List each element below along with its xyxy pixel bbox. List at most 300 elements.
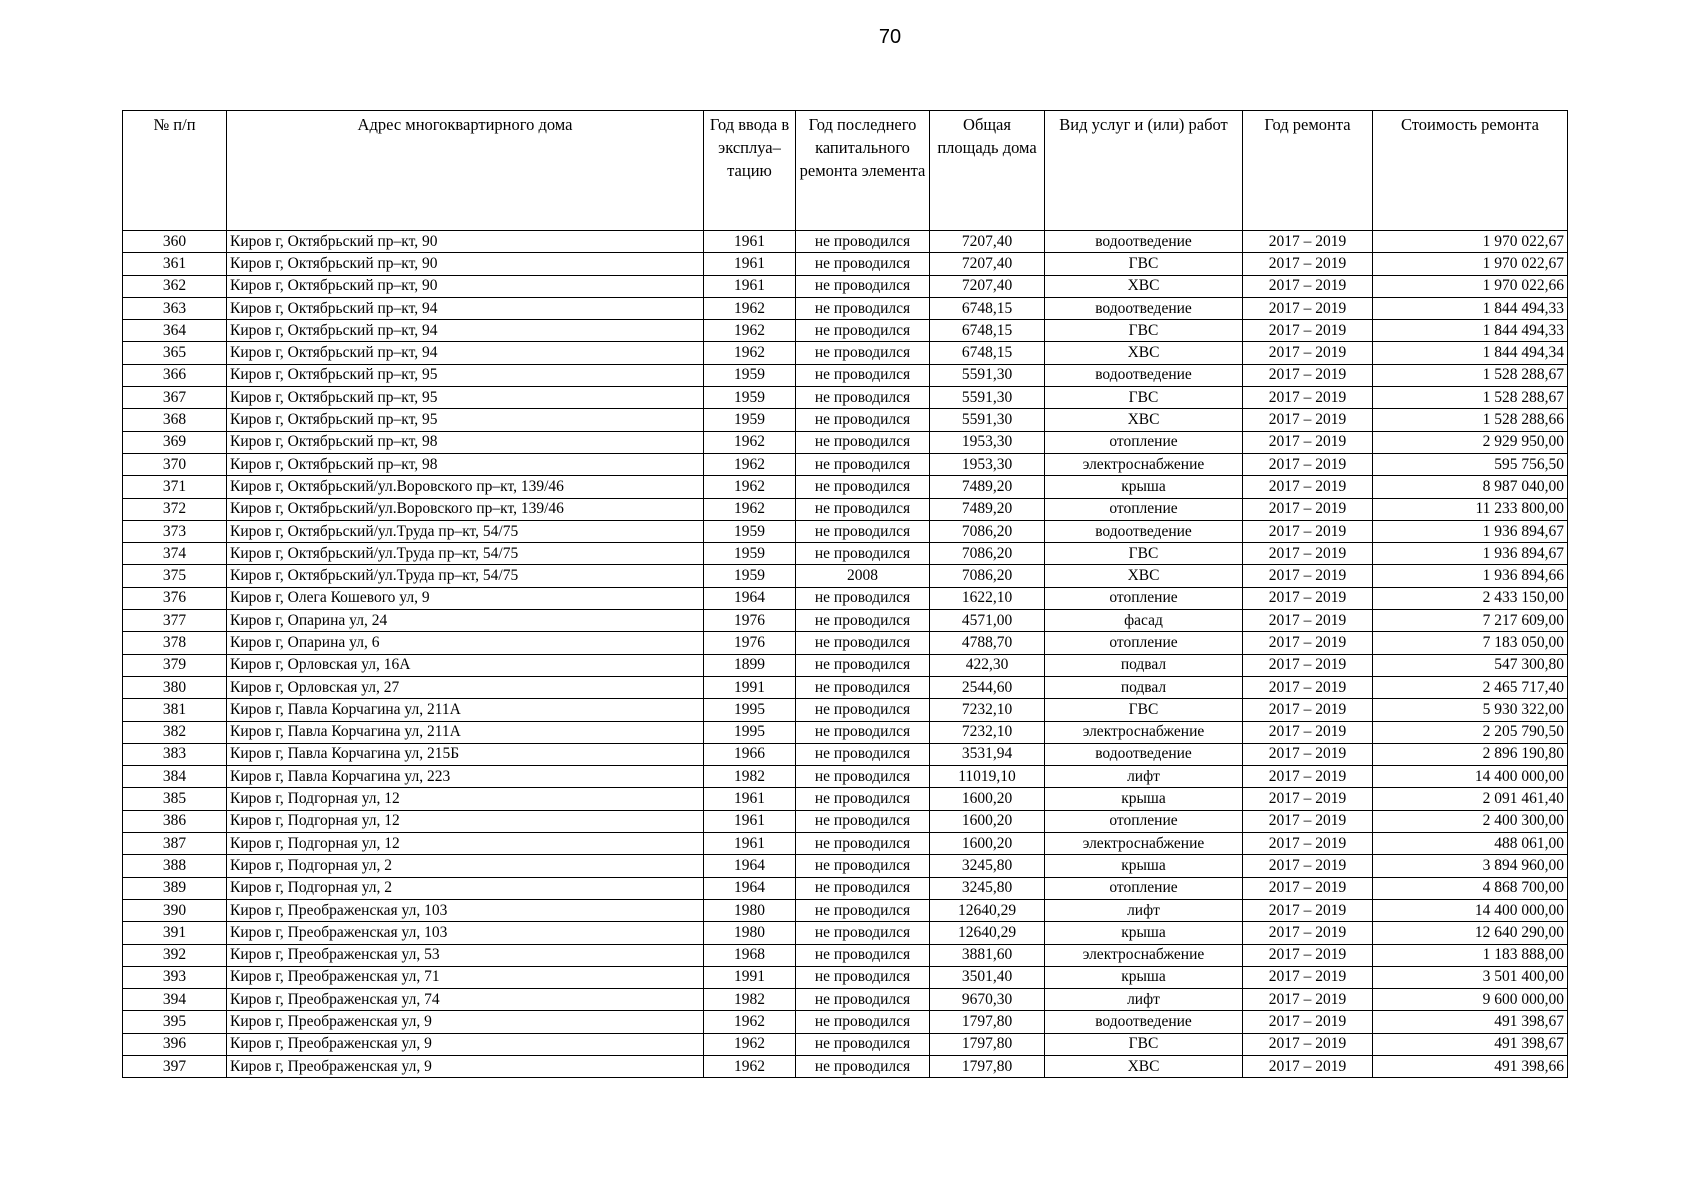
table-row	[123, 1033, 1568, 1055]
cell-last-repair: не проводился	[796, 877, 930, 899]
cell-last-repair: не проводился	[796, 520, 930, 542]
cell-cost: 1 528 288,66	[1373, 409, 1568, 431]
table-row	[123, 453, 1568, 475]
cell-area: 7232,10	[930, 699, 1045, 721]
cell-year-built: 1962	[704, 342, 796, 364]
table-row	[123, 409, 1568, 431]
cell-repair-years: 2017 – 2019	[1243, 275, 1373, 297]
cell-service: лифт	[1045, 989, 1243, 1011]
cell-service: фасад	[1045, 610, 1243, 632]
cell-num: 365	[123, 342, 227, 364]
cell-service: ГВС	[1045, 543, 1243, 565]
cell-cost: 12 640 290,00	[1373, 922, 1568, 944]
cell-last-repair: не проводился	[796, 721, 930, 743]
cell-year-built: 1962	[704, 498, 796, 520]
cell-area: 7086,20	[930, 543, 1045, 565]
cell-last-repair: не проводился	[796, 743, 930, 765]
cell-last-repair: не проводился	[796, 766, 930, 788]
table-row	[123, 833, 1568, 855]
cell-repair-years: 2017 – 2019	[1243, 676, 1373, 698]
cell-cost: 1 970 022,66	[1373, 275, 1568, 297]
table-row	[123, 320, 1568, 342]
repair-registry-table	[122, 110, 1568, 1078]
cell-service: отопление	[1045, 431, 1243, 453]
cell-service: крыша	[1045, 966, 1243, 988]
cell-area: 7086,20	[930, 520, 1045, 542]
cell-last-repair: не проводился	[796, 899, 930, 921]
cell-last-repair: не проводился	[796, 253, 930, 275]
cell-address: Киров г, Преображенская ул, 53	[227, 944, 704, 966]
cell-service: ГВС	[1045, 320, 1243, 342]
cell-num: 393	[123, 966, 227, 988]
cell-year-built: 1962	[704, 1033, 796, 1055]
cell-cost: 1 844 494,33	[1373, 320, 1568, 342]
cell-num: 374	[123, 543, 227, 565]
cell-num: 361	[123, 253, 227, 275]
cell-cost: 488 061,00	[1373, 833, 1568, 855]
table-row	[123, 699, 1568, 721]
cell-address: Киров г, Подгорная ул, 2	[227, 855, 704, 877]
cell-num: 381	[123, 699, 227, 721]
cell-num: 392	[123, 944, 227, 966]
cell-area: 422,30	[930, 654, 1045, 676]
cell-repair-years: 2017 – 2019	[1243, 320, 1373, 342]
cell-num: 388	[123, 855, 227, 877]
cell-cost: 491 398,66	[1373, 1055, 1568, 1077]
cell-last-repair: не проводился	[796, 966, 930, 988]
cell-address: Киров г, Октябрьский пр–кт, 98	[227, 453, 704, 475]
cell-cost: 3 501 400,00	[1373, 966, 1568, 988]
cell-cost: 2 205 790,50	[1373, 721, 1568, 743]
cell-last-repair: не проводился	[796, 989, 930, 1011]
cell-area: 4571,00	[930, 610, 1045, 632]
cell-address: Киров г, Преображенская ул, 71	[227, 966, 704, 988]
table-row	[123, 565, 1568, 587]
table-row	[123, 743, 1568, 765]
cell-service: крыша	[1045, 922, 1243, 944]
header-service: Вид услуг и (или) работ	[1045, 111, 1243, 231]
cell-area: 1953,30	[930, 431, 1045, 453]
cell-num: 375	[123, 565, 227, 587]
cell-address: Киров г, Октябрьский/ул.Труда пр–кт, 54/75	[227, 520, 704, 542]
cell-service: электроснабжение	[1045, 453, 1243, 475]
cell-address: Киров г, Октябрьский пр–кт, 90	[227, 253, 704, 275]
cell-year-built: 1962	[704, 1011, 796, 1033]
cell-area: 6748,15	[930, 297, 1045, 319]
cell-area: 1797,80	[930, 1011, 1045, 1033]
cell-last-repair: не проводился	[796, 788, 930, 810]
cell-cost: 2 091 461,40	[1373, 788, 1568, 810]
cell-repair-years: 2017 – 2019	[1243, 431, 1373, 453]
cell-area: 1797,80	[930, 1033, 1045, 1055]
table-row	[123, 654, 1568, 676]
cell-address: Киров г, Орловская ул, 16А	[227, 654, 704, 676]
cell-service: крыша	[1045, 788, 1243, 810]
table-row	[123, 944, 1568, 966]
cell-address: Киров г, Октябрьский/ул.Воровского пр–кт, 139/46	[227, 476, 704, 498]
cell-last-repair: 2008	[796, 565, 930, 587]
cell-service: отопление	[1045, 587, 1243, 609]
cell-num: 391	[123, 922, 227, 944]
cell-last-repair: не проводился	[796, 409, 930, 431]
cell-num: 390	[123, 899, 227, 921]
cell-cost: 14 400 000,00	[1373, 766, 1568, 788]
cell-year-built: 1966	[704, 743, 796, 765]
cell-area: 3245,80	[930, 855, 1045, 877]
cell-last-repair: не проводился	[796, 364, 930, 386]
table-row	[123, 364, 1568, 386]
cell-year-built: 1962	[704, 1055, 796, 1077]
cell-last-repair: не проводился	[796, 453, 930, 475]
cell-address: Киров г, Преображенская ул, 9	[227, 1011, 704, 1033]
header-num: № п/п	[123, 111, 227, 231]
cell-cost: 14 400 000,00	[1373, 899, 1568, 921]
cell-year-built: 1959	[704, 520, 796, 542]
table-row	[123, 632, 1568, 654]
cell-repair-years: 2017 – 2019	[1243, 766, 1373, 788]
cell-num: 380	[123, 676, 227, 698]
cell-repair-years: 2017 – 2019	[1243, 743, 1373, 765]
header-last-repair: Год последнего капитального ремонта элемента	[796, 111, 930, 231]
cell-cost: 1 936 894,67	[1373, 543, 1568, 565]
table-row	[123, 855, 1568, 877]
table-row	[123, 231, 1568, 253]
cell-area: 7489,20	[930, 498, 1045, 520]
cell-cost: 547 300,80	[1373, 654, 1568, 676]
cell-year-built: 1962	[704, 476, 796, 498]
header-row	[123, 111, 1568, 231]
table-row	[123, 610, 1568, 632]
cell-repair-years: 2017 – 2019	[1243, 543, 1373, 565]
table-row	[123, 253, 1568, 275]
cell-repair-years: 2017 – 2019	[1243, 989, 1373, 1011]
cell-last-repair: не проводился	[796, 1033, 930, 1055]
cell-cost: 1 970 022,67	[1373, 253, 1568, 275]
cell-year-built: 1991	[704, 676, 796, 698]
cell-num: 371	[123, 476, 227, 498]
cell-service: ГВС	[1045, 387, 1243, 409]
cell-year-built: 1995	[704, 699, 796, 721]
cell-num: 377	[123, 610, 227, 632]
cell-last-repair: не проводился	[796, 699, 930, 721]
cell-cost: 1 970 022,67	[1373, 231, 1568, 253]
cell-last-repair: не проводился	[796, 297, 930, 319]
cell-year-built: 1959	[704, 543, 796, 565]
cell-service: лифт	[1045, 766, 1243, 788]
page-number: 70	[878, 26, 902, 48]
cell-repair-years: 2017 – 2019	[1243, 922, 1373, 944]
cell-area: 11019,10	[930, 766, 1045, 788]
cell-cost: 8 987 040,00	[1373, 476, 1568, 498]
cell-cost: 595 756,50	[1373, 453, 1568, 475]
table-row	[123, 476, 1568, 498]
cell-num: 386	[123, 810, 227, 832]
cell-last-repair: не проводился	[796, 320, 930, 342]
table-row	[123, 520, 1568, 542]
cell-repair-years: 2017 – 2019	[1243, 877, 1373, 899]
cell-address: Киров г, Октябрьский пр–кт, 95	[227, 387, 704, 409]
cell-area: 7207,40	[930, 253, 1045, 275]
cell-repair-years: 2017 – 2019	[1243, 632, 1373, 654]
cell-area: 1600,20	[930, 810, 1045, 832]
cell-service: ХВС	[1045, 409, 1243, 431]
cell-address: Киров г, Преображенская ул, 9	[227, 1033, 704, 1055]
cell-year-built: 1959	[704, 409, 796, 431]
cell-num: 396	[123, 1033, 227, 1055]
cell-last-repair: не проводился	[796, 498, 930, 520]
cell-address: Киров г, Преображенская ул, 74	[227, 989, 704, 1011]
cell-repair-years: 2017 – 2019	[1243, 855, 1373, 877]
cell-repair-years: 2017 – 2019	[1243, 1011, 1373, 1033]
cell-last-repair: не проводился	[796, 431, 930, 453]
cell-area: 12640,29	[930, 922, 1045, 944]
cell-area: 7232,10	[930, 721, 1045, 743]
cell-service: отопление	[1045, 877, 1243, 899]
cell-area: 7086,20	[930, 565, 1045, 587]
cell-repair-years: 2017 – 2019	[1243, 721, 1373, 743]
cell-repair-years: 2017 – 2019	[1243, 409, 1373, 431]
cell-service: ХВС	[1045, 1055, 1243, 1077]
cell-service: подвал	[1045, 676, 1243, 698]
cell-cost: 1 936 894,66	[1373, 565, 1568, 587]
table-header	[123, 111, 1568, 231]
cell-address: Киров г, Орловская ул, 27	[227, 676, 704, 698]
cell-repair-years: 2017 – 2019	[1243, 297, 1373, 319]
cell-year-built: 1961	[704, 810, 796, 832]
table-row	[123, 275, 1568, 297]
cell-last-repair: не проводился	[796, 922, 930, 944]
cell-num: 367	[123, 387, 227, 409]
cell-last-repair: не проводился	[796, 855, 930, 877]
cell-last-repair: не проводился	[796, 810, 930, 832]
cell-year-built: 1982	[704, 766, 796, 788]
cell-address: Киров г, Октябрьский пр–кт, 95	[227, 364, 704, 386]
cell-area: 1797,80	[930, 1055, 1045, 1077]
cell-year-built: 1961	[704, 253, 796, 275]
cell-area: 4788,70	[930, 632, 1045, 654]
cell-area: 1600,20	[930, 788, 1045, 810]
cell-num: 360	[123, 231, 227, 253]
table-row	[123, 989, 1568, 1011]
cell-repair-years: 2017 – 2019	[1243, 788, 1373, 810]
cell-num: 397	[123, 1055, 227, 1077]
cell-service: ГВС	[1045, 1033, 1243, 1055]
cell-address: Киров г, Павла Корчагина ул, 211А	[227, 721, 704, 743]
cell-area: 3245,80	[930, 877, 1045, 899]
cell-last-repair: не проводился	[796, 1055, 930, 1077]
cell-area: 3531,94	[930, 743, 1045, 765]
cell-year-built: 1962	[704, 431, 796, 453]
cell-last-repair: не проводился	[796, 543, 930, 565]
cell-service: ГВС	[1045, 699, 1243, 721]
cell-last-repair: не проводился	[796, 944, 930, 966]
cell-address: Киров г, Октябрьский/ул.Воровского пр–кт, 139/46	[227, 498, 704, 520]
cell-year-built: 1991	[704, 966, 796, 988]
cell-last-repair: не проводился	[796, 1011, 930, 1033]
cell-service: электроснабжение	[1045, 721, 1243, 743]
cell-service: подвал	[1045, 654, 1243, 676]
cell-address: Киров г, Октябрьский пр–кт, 90	[227, 231, 704, 253]
cell-repair-years: 2017 – 2019	[1243, 699, 1373, 721]
cell-repair-years: 2017 – 2019	[1243, 565, 1373, 587]
table-row	[123, 922, 1568, 944]
cell-year-built: 1962	[704, 297, 796, 319]
cell-last-repair: не проводился	[796, 275, 930, 297]
cell-address: Киров г, Павла Корчагина ул, 215Б	[227, 743, 704, 765]
cell-year-built: 1961	[704, 833, 796, 855]
cell-service: ГВС	[1045, 253, 1243, 275]
cell-year-built: 1961	[704, 231, 796, 253]
cell-year-built: 1995	[704, 721, 796, 743]
cell-num: 368	[123, 409, 227, 431]
cell-repair-years: 2017 – 2019	[1243, 342, 1373, 364]
cell-service: ХВС	[1045, 275, 1243, 297]
cell-area: 5591,30	[930, 409, 1045, 431]
cell-address: Киров г, Октябрьский пр–кт, 98	[227, 431, 704, 453]
header-year-built: Год ввода в эксплуа– тацию	[704, 111, 796, 231]
cell-year-built: 1959	[704, 565, 796, 587]
cell-year-built: 1976	[704, 610, 796, 632]
cell-service: водоотведение	[1045, 231, 1243, 253]
header-address: Адрес многоквартирного дома	[227, 111, 704, 231]
cell-address: Киров г, Октябрьский пр–кт, 90	[227, 275, 704, 297]
cell-repair-years: 2017 – 2019	[1243, 654, 1373, 676]
cell-last-repair: не проводился	[796, 587, 930, 609]
cell-area: 5591,30	[930, 387, 1045, 409]
cell-cost: 2 465 717,40	[1373, 676, 1568, 698]
table-row	[123, 1055, 1568, 1077]
cell-area: 7207,40	[930, 275, 1045, 297]
cell-area: 1953,30	[930, 453, 1045, 475]
cell-cost: 11 233 800,00	[1373, 498, 1568, 520]
cell-address: Киров г, Опарина ул, 6	[227, 632, 704, 654]
cell-num: 370	[123, 453, 227, 475]
cell-area: 5591,30	[930, 364, 1045, 386]
cell-area: 7207,40	[930, 231, 1045, 253]
cell-cost: 1 936 894,67	[1373, 520, 1568, 542]
cell-cost: 5 930 322,00	[1373, 699, 1568, 721]
cell-address: Киров г, Преображенская ул, 103	[227, 922, 704, 944]
table-row	[123, 810, 1568, 832]
cell-year-built: 1976	[704, 632, 796, 654]
cell-repair-years: 2017 – 2019	[1243, 364, 1373, 386]
cell-cost: 1 844 494,33	[1373, 297, 1568, 319]
cell-year-built: 1962	[704, 453, 796, 475]
table-row	[123, 899, 1568, 921]
cell-num: 384	[123, 766, 227, 788]
cell-repair-years: 2017 – 2019	[1243, 253, 1373, 275]
cell-area: 7489,20	[930, 476, 1045, 498]
cell-year-built: 1980	[704, 922, 796, 944]
cell-area: 9670,30	[930, 989, 1045, 1011]
table-row	[123, 1011, 1568, 1033]
cell-last-repair: не проводился	[796, 610, 930, 632]
cell-cost: 2 433 150,00	[1373, 587, 1568, 609]
cell-repair-years: 2017 – 2019	[1243, 610, 1373, 632]
cell-last-repair: не проводился	[796, 676, 930, 698]
cell-last-repair: не проводился	[796, 632, 930, 654]
cell-cost: 4 868 700,00	[1373, 877, 1568, 899]
cell-cost: 7 183 050,00	[1373, 632, 1568, 654]
cell-year-built: 1968	[704, 944, 796, 966]
cell-service: водоотведение	[1045, 1011, 1243, 1033]
cell-year-built: 1962	[704, 320, 796, 342]
cell-area: 6748,15	[930, 342, 1045, 364]
cell-cost: 491 398,67	[1373, 1011, 1568, 1033]
cell-service: крыша	[1045, 476, 1243, 498]
cell-repair-years: 2017 – 2019	[1243, 1033, 1373, 1055]
cell-num: 363	[123, 297, 227, 319]
cell-address: Киров г, Опарина ул, 24	[227, 610, 704, 632]
cell-area: 3501,40	[930, 966, 1045, 988]
cell-address: Киров г, Подгорная ул, 12	[227, 788, 704, 810]
table-row	[123, 766, 1568, 788]
cell-num: 387	[123, 833, 227, 855]
table-row	[123, 431, 1568, 453]
cell-service: лифт	[1045, 899, 1243, 921]
table-row	[123, 297, 1568, 319]
cell-num: 369	[123, 431, 227, 453]
cell-num: 366	[123, 364, 227, 386]
cell-service: ХВС	[1045, 342, 1243, 364]
cell-cost: 9 600 000,00	[1373, 989, 1568, 1011]
cell-num: 385	[123, 788, 227, 810]
cell-repair-years: 2017 – 2019	[1243, 453, 1373, 475]
cell-cost: 3 894 960,00	[1373, 855, 1568, 877]
cell-area: 1622,10	[930, 587, 1045, 609]
cell-year-built: 1899	[704, 654, 796, 676]
cell-repair-years: 2017 – 2019	[1243, 587, 1373, 609]
cell-repair-years: 2017 – 2019	[1243, 810, 1373, 832]
cell-year-built: 1982	[704, 989, 796, 1011]
cell-cost: 1 183 888,00	[1373, 944, 1568, 966]
cell-cost: 7 217 609,00	[1373, 610, 1568, 632]
cell-num: 383	[123, 743, 227, 765]
cell-last-repair: не проводился	[796, 387, 930, 409]
cell-address: Киров г, Октябрьский/ул.Труда пр–кт, 54/75	[227, 565, 704, 587]
cell-num: 373	[123, 520, 227, 542]
header-area: Общая площадь дома	[930, 111, 1045, 231]
cell-repair-years: 2017 – 2019	[1243, 498, 1373, 520]
cell-service: отопление	[1045, 498, 1243, 520]
cell-repair-years: 2017 – 2019	[1243, 387, 1373, 409]
cell-service: ХВС	[1045, 565, 1243, 587]
cell-year-built: 1964	[704, 587, 796, 609]
cell-repair-years: 2017 – 2019	[1243, 1055, 1373, 1077]
table-body	[123, 231, 1568, 1078]
cell-service: водоотведение	[1045, 743, 1243, 765]
cell-repair-years: 2017 – 2019	[1243, 966, 1373, 988]
cell-service: водоотведение	[1045, 297, 1243, 319]
cell-year-built: 1959	[704, 387, 796, 409]
cell-year-built: 1959	[704, 364, 796, 386]
cell-area: 3881,60	[930, 944, 1045, 966]
cell-address: Киров г, Павла Корчагина ул, 223	[227, 766, 704, 788]
cell-repair-years: 2017 – 2019	[1243, 520, 1373, 542]
cell-address: Киров г, Октябрьский пр–кт, 94	[227, 297, 704, 319]
cell-repair-years: 2017 – 2019	[1243, 476, 1373, 498]
cell-address: Киров г, Преображенская ул, 9	[227, 1055, 704, 1077]
table-row	[123, 342, 1568, 364]
cell-address: Киров г, Подгорная ул, 12	[227, 833, 704, 855]
cell-area: 1600,20	[930, 833, 1045, 855]
table-row	[123, 498, 1568, 520]
cell-address: Киров г, Подгорная ул, 2	[227, 877, 704, 899]
cell-num: 382	[123, 721, 227, 743]
cell-address: Киров г, Октябрьский пр–кт, 95	[227, 409, 704, 431]
cell-service: электроснабжение	[1045, 833, 1243, 855]
cell-last-repair: не проводился	[796, 342, 930, 364]
